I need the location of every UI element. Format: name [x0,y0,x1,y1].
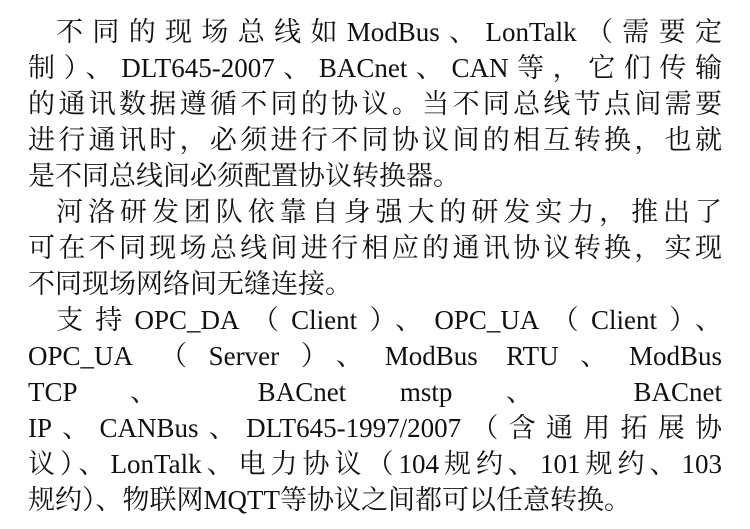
text-line: 河洛研发团队依靠自身强大的研发实力，推出了 [56,197,722,227]
text-line: IP、CANBus、DLT645-1997/2007（含通用拓展协 [28,413,722,443]
text-line: 议）、LonTalk、电力协议（104规约、101规约、103 [28,449,722,479]
text-line: 不同现场网络间无缝连接。 [28,269,352,299]
text-line: 进行通讯时，必须进行不同协议间的相互转换，也就 [28,125,722,155]
text-line: 可在不同现场总线间进行相应的通讯协议转换，实现 [28,233,722,263]
text-line: 不同的现场总线如ModBus、LonTalk（需要定 [56,17,722,47]
text-line: 制）、DLT645-2007、BACnet、CAN等，它们传输 [28,53,722,83]
text-line: 规约）、物联网MQTT等协议之间都可以任意转换。 [28,485,631,515]
text-line: 是不同总线间必须配置协议转换器。 [28,161,460,191]
text-line: OPC_UA （Server）、ModBus RTU、ModBus [28,341,722,371]
text-line: TCP 、 BACnet mstp 、 BACnet [28,377,722,407]
text-line: 的通讯数据遵循不同的协议。当不同总线节点间需要 [28,89,722,119]
text-line: 支持OPC_DA（Client）、OPC_UA（Client）、 [56,305,722,335]
